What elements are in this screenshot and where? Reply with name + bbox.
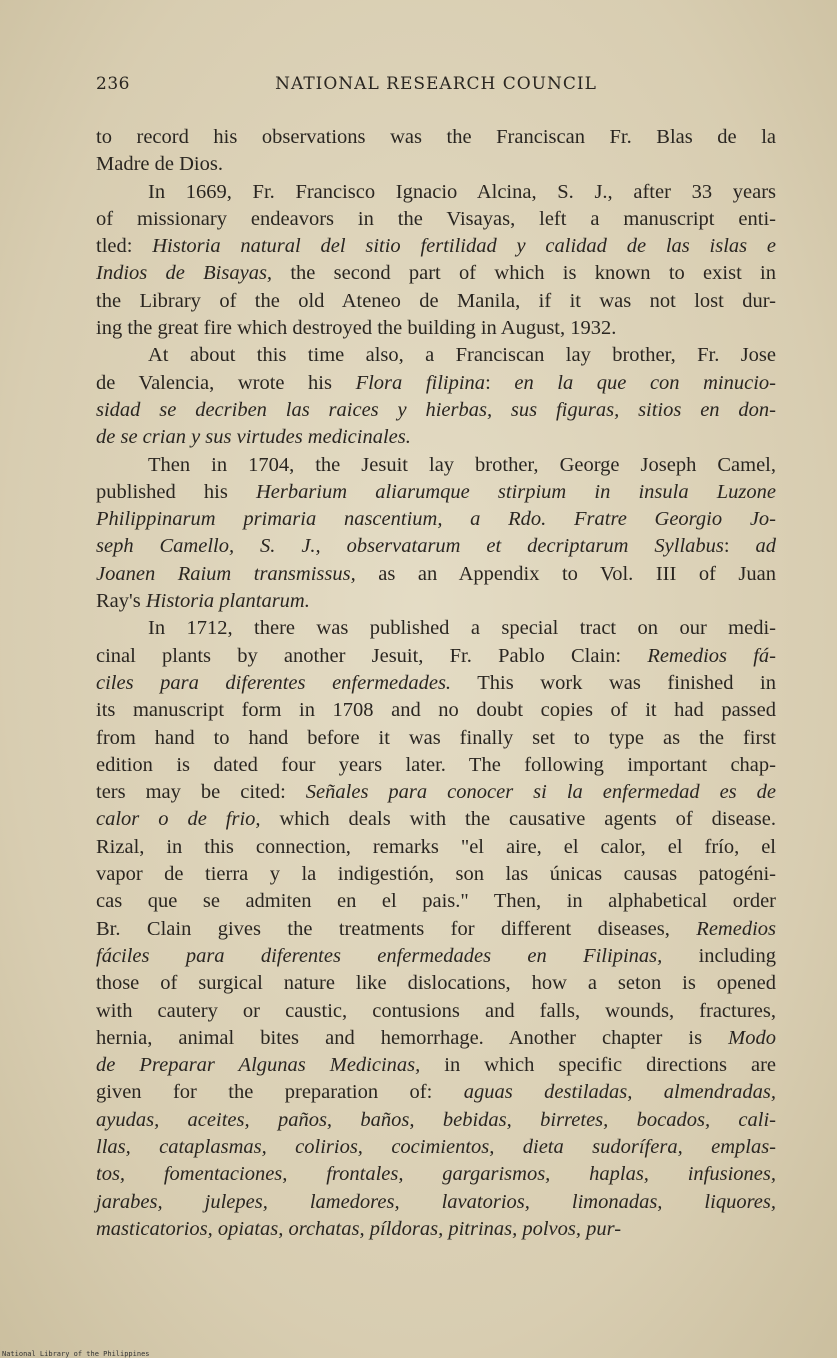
text-segment: edition is dated four years later. The following important chap- [96, 753, 776, 776]
running-head [96, 74, 776, 98]
italic-text: ad [755, 535, 776, 558]
text-line [96, 315, 776, 342]
italic-text: Señales para conocer si la enfermedad es de [305, 781, 776, 804]
italic-text: Historia natural del sitio fertilidad y calidad de las islas e [152, 235, 777, 258]
text-line [96, 561, 776, 588]
text-line [96, 1107, 776, 1134]
text-line [96, 342, 776, 369]
text-segment: Br. Clain gives the treatments for different diseases, [96, 917, 697, 940]
italic-text: ciles para diferentes enfermedades. [96, 671, 452, 694]
italic-text: en la que con minucio- [514, 371, 776, 394]
text-line [96, 1079, 776, 1106]
italic-text: masticatorios, opiatas, orchatas, píldoras, pitrinas, polvos, pur- [96, 1217, 622, 1240]
italic-text: Remedios [696, 917, 776, 940]
text-segment: those of surgical nature like dislocations, how a seton is opened [96, 972, 776, 995]
text-line [96, 506, 776, 533]
text-line [96, 288, 776, 315]
page-number: 236 [96, 74, 130, 94]
text-segment: which deals with the causative agents of disease. [260, 808, 776, 831]
text-line [96, 397, 776, 424]
italic-text: fáciles para diferentes enfermedades en Filipinas, [96, 944, 663, 967]
italic-text: Remedios fá- [647, 644, 776, 667]
text-segment: : [485, 371, 515, 394]
text-line [96, 452, 776, 479]
text-line [96, 916, 776, 943]
text-segment: its manuscript form in 1708 and no doubt copies of it had passed [96, 699, 776, 722]
text-segment: Then in 1704, the Jesuit lay brother, George Joseph Camel, [148, 453, 776, 476]
text-line [96, 970, 776, 997]
text-segment: given for the preparation of: [96, 1081, 464, 1104]
running-title: NATIONAL RESEARCH COUNCIL [275, 74, 597, 94]
italic-text: llas, cataplasmas, colirios, cocimientos, dieta sudorífera, emplas- [96, 1135, 776, 1158]
text-segment: Ray's [96, 590, 146, 613]
text-line [96, 1134, 776, 1161]
text-line [96, 124, 776, 151]
text-segment: This work was finished in [451, 671, 776, 694]
text-segment: including [662, 944, 776, 967]
text-segment: At about this time also, a Franciscan lay brother, Fr. Jose [148, 344, 776, 367]
text-segment: the Library of the old Ateneo de Manila, if it was not lost dur- [96, 289, 776, 312]
text-segment: In 1669, Fr. Francisco Ignacio Alcina, S. J., after 33 years [148, 180, 776, 203]
italic-text: Indios de Bisayas, [96, 262, 273, 285]
text-segment: the second part of which is known to exist in [272, 262, 776, 285]
text-line [96, 588, 776, 615]
text-line [96, 697, 776, 724]
italic-text: Flora filipina [355, 371, 486, 394]
italic-text: de Preparar Algunas Medicinas, [96, 1054, 421, 1077]
text-line [96, 1189, 776, 1216]
library-footer: National Library of the Philippines [2, 1350, 150, 1358]
text-segment: to record his observations was the Franciscan Fr. Blas de la [96, 126, 776, 148]
text-line [96, 1161, 776, 1188]
text-line [96, 533, 776, 560]
text-segment: as an Appendix to Vol. III of Juan [355, 562, 776, 585]
text-line [96, 1025, 776, 1052]
text-line [96, 260, 776, 287]
text-segment: : [723, 535, 756, 558]
italic-text: Historia plantarum. [145, 590, 310, 613]
text-segment: of missionary endeavors in the Visayas, left a manuscript enti- [96, 207, 776, 230]
text-line [96, 1216, 776, 1243]
text-line [96, 725, 776, 752]
text-segment: vapor de tierra y la indigestión, son las únicas causas patogéni- [96, 863, 776, 886]
text-line [96, 888, 776, 915]
text-line [96, 643, 776, 670]
body-text [96, 124, 776, 1243]
text-line [96, 670, 776, 697]
text-segment: ters may be cited: [96, 781, 306, 804]
text-segment: Rizal, in this connection, remarks "el aire, el calor, el frío, el [96, 835, 776, 858]
text-segment: Madre de Dios. [96, 153, 223, 176]
italic-text: Philippinarum primaria nascentium, a Rdo. Fratre Georgio Jo- [96, 508, 776, 531]
text-segment: published his [96, 480, 256, 503]
italic-text: sidad se decriben las raices y hierbas, sus figuras, sitios en don- [96, 398, 776, 421]
text-line [96, 779, 776, 806]
text-line [96, 370, 776, 397]
text-line [96, 834, 776, 861]
text-line [96, 151, 776, 178]
text-line [96, 861, 776, 888]
italic-text: aguas destiladas, almendradas, [463, 1081, 776, 1104]
text-segment: tled: [96, 235, 153, 258]
italic-text: Joanen Raium transmissus, [96, 562, 356, 585]
italic-text: calor o de frio, [96, 808, 261, 831]
text-segment: cas que se admiten en el pais." Then, in alphabetical order [96, 890, 776, 913]
text-segment: hernia, animal bites and hemorrhage. Another chapter is [96, 1026, 729, 1049]
text-line [96, 998, 776, 1025]
text-segment: in which specific directions are [420, 1054, 776, 1077]
text-line [96, 806, 776, 833]
text-segment: ing the great fire which destroyed the building in August, 1932. [96, 317, 617, 340]
text-line [96, 1052, 776, 1079]
text-line [96, 206, 776, 233]
text-segment: with cautery or caustic, contusions and falls, wounds, fractures, [96, 999, 776, 1022]
text-segment: In 1712, there was published a special tract on our medi- [148, 617, 776, 640]
italic-text: ayudas, aceites, paños, baños, bebidas, birretes, bocados, cali- [96, 1108, 776, 1131]
italic-text: Herbarium aliarumque stirpium in insula Luzone [255, 480, 776, 503]
text-line [96, 179, 776, 206]
italic-text: jarabes, julepes, lamedores, lavatorios, limonadas, liquores, [96, 1190, 776, 1213]
italic-text: de se crian y sus virtudes medicinales. [96, 426, 411, 449]
text-segment: cinal plants by another Jesuit, Fr. Pablo Clain: [96, 644, 648, 667]
italic-text: tos, fomentaciones, frontales, gargarismos, haplas, infusiones, [96, 1163, 776, 1186]
italic-text: seph Camello, S. J., observatarum et decriptarum Syllabus [96, 535, 724, 558]
text-line [96, 424, 776, 451]
text-line [96, 752, 776, 779]
text-segment: from hand to hand before it was finally set to type as the first [96, 726, 776, 749]
text-segment: de Valencia, wrote his [96, 371, 356, 394]
text-line [96, 615, 776, 642]
text-line [96, 233, 776, 260]
text-line [96, 943, 776, 970]
text-line [96, 479, 776, 506]
italic-text: Modo [728, 1026, 776, 1049]
